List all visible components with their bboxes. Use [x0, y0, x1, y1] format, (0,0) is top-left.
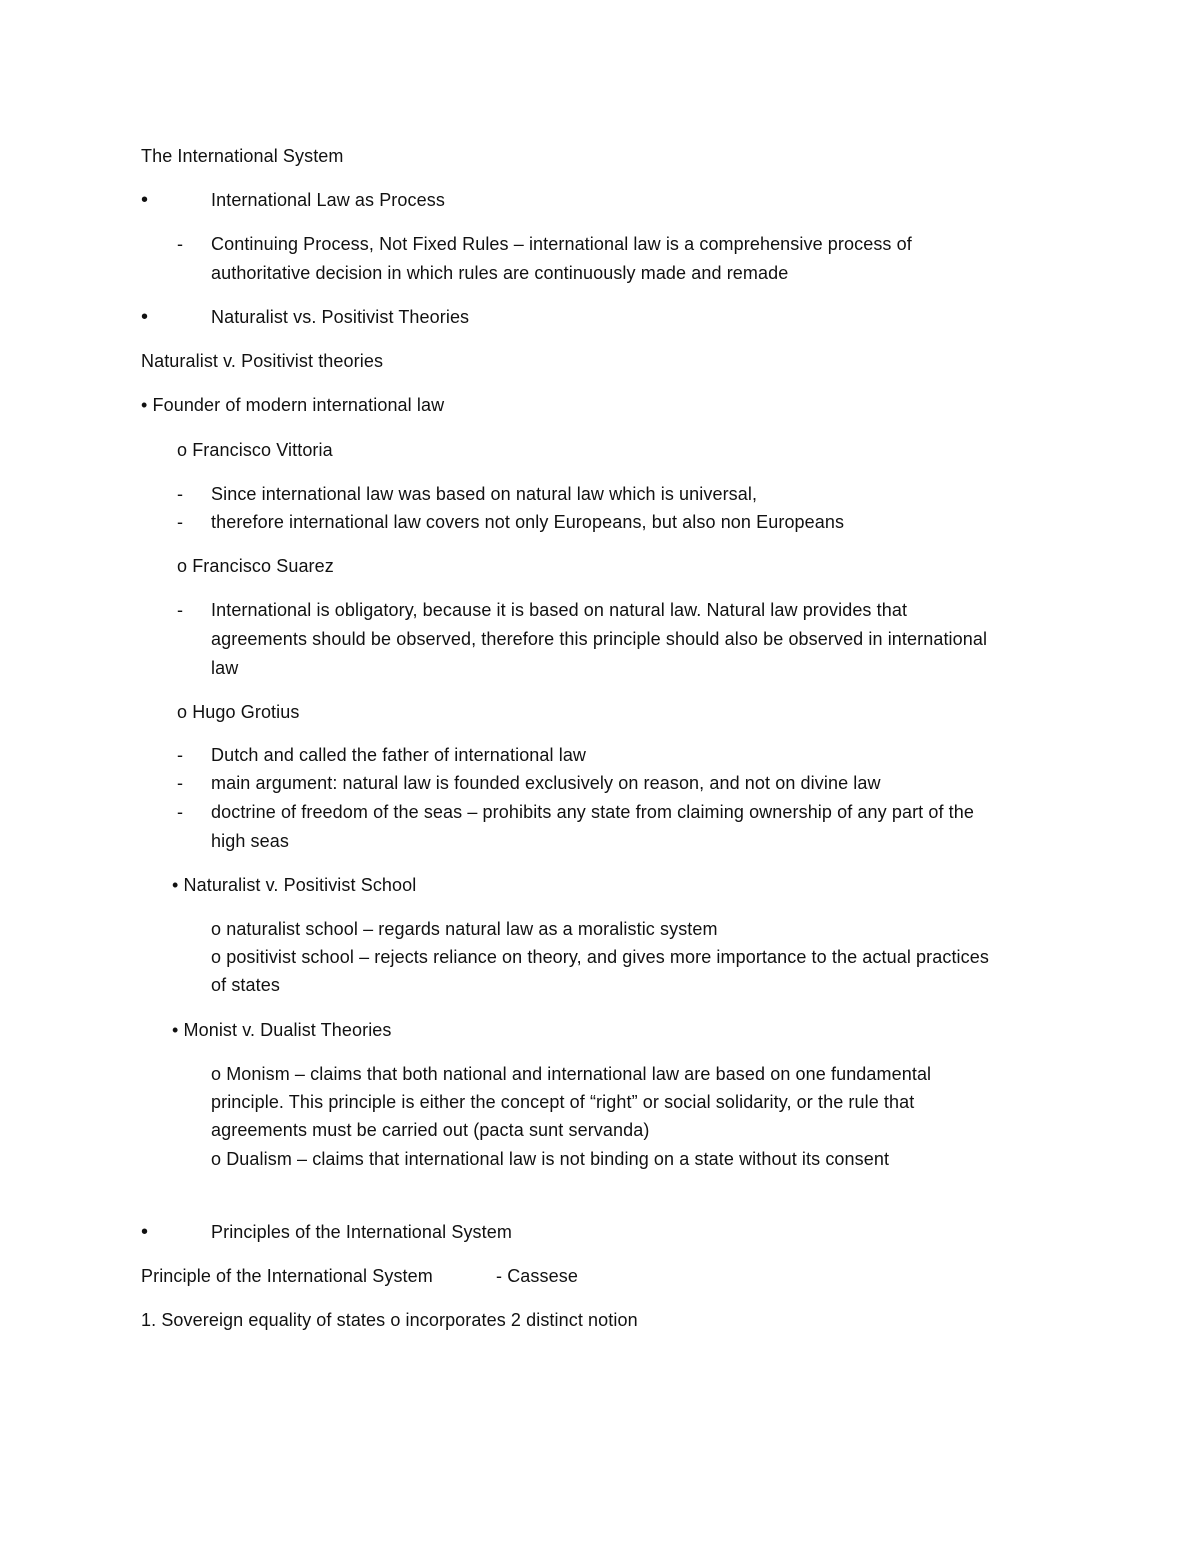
dash: - — [177, 484, 183, 504]
dash: - — [177, 773, 183, 793]
vittoria-point-2: therefore international law covers not only Europeans, but also non Europeans — [211, 512, 845, 532]
section-naturalist-positivist: Naturalist vs. Positivist Theories — [211, 307, 470, 327]
founder-heading: • Founder of modern international law — [141, 395, 445, 415]
principle-heading: Principle of the International System — [141, 1266, 433, 1286]
section-intl-law-process: International Law as Process — [211, 190, 445, 210]
continuing-process-line-1: Continuing Process, Not Fixed Rules – international law is a comprehensive process of — [211, 234, 912, 254]
principle-author: - Cassese — [496, 1266, 578, 1286]
heading-naturalist-positivist: Naturalist v. Positivist theories — [141, 351, 384, 371]
vittoria-heading: o Francisco Vittoria — [177, 440, 333, 460]
vittoria-point-1: Since international law was based on natural law which is universal, — [211, 484, 758, 504]
grotius-point-3-line-1: doctrine of freedom of the seas – prohibits any state from claiming ownership of any part of the — [211, 802, 974, 822]
dualism-line: o Dualism – claims that international law is not binding on a state without its consent — [211, 1149, 890, 1169]
suarez-line-1: International is obligatory, because it is based on natural law. Natural law provides that — [211, 600, 908, 620]
grotius-point-3-line-2: high seas — [211, 831, 289, 851]
dash: - — [177, 512, 183, 532]
sovereign-equality: 1. Sovereign equality of states o incorporates 2 distinct notion — [141, 1310, 638, 1330]
doc-title: The International System — [141, 146, 344, 166]
monism-line-3: agreements must be carried out (pacta sunt servanda) — [211, 1120, 650, 1140]
grotius-heading: o Hugo Grotius — [177, 702, 300, 722]
continuing-process-line-2: authoritative decision in which rules are continuously made and remade — [211, 263, 789, 283]
monist-dualist-heading: • Monist v. Dualist Theories — [172, 1020, 392, 1040]
bullet: • — [141, 189, 149, 211]
bullet: • — [141, 306, 149, 328]
positivist-school-line-1: o positivist school – rejects reliance on theory, and gives more importance to the actual practices — [211, 947, 989, 967]
dash: - — [177, 600, 183, 620]
suarez-heading: o Francisco Suarez — [177, 556, 334, 576]
dash: - — [177, 745, 183, 765]
naturalist-school: o naturalist school – regards natural law as a moralistic system — [211, 919, 718, 939]
suarez-line-3: law — [211, 658, 239, 678]
bullet: • — [141, 1221, 149, 1243]
dash: - — [177, 234, 183, 254]
dash: - — [177, 802, 183, 822]
school-heading: • Naturalist v. Positivist School — [172, 875, 417, 895]
positivist-school-line-2: of states — [211, 975, 280, 995]
monism-line-1: o Monism – claims that both national and international law are based on one fundamental — [211, 1064, 932, 1084]
suarez-line-2: agreements should be observed, therefore this principle should also be observed in international — [211, 629, 988, 649]
grotius-point-1: Dutch and called the father of international law — [211, 745, 587, 765]
section-principles: Principles of the International System — [211, 1222, 512, 1242]
grotius-point-2: main argument: natural law is founded exclusively on reason, and not on divine law — [211, 773, 881, 793]
monism-line-2: principle. This principle is either the concept of “right” or social solidarity, or the rule that — [211, 1092, 915, 1112]
